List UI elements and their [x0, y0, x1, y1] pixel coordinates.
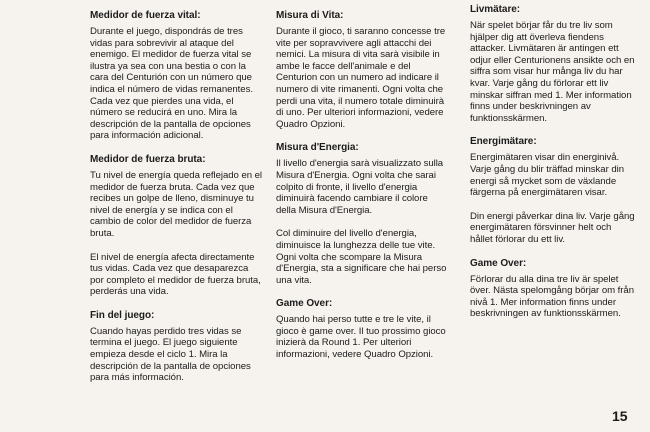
page-number: 15	[612, 408, 628, 424]
section-heading-life-meter-es: Medidor de fuerza vital:	[90, 10, 201, 21]
paragraph: Quando hai perso tutte e tre le vite, il gioco è game over. Il tuo prossimo gioco inizierà da Round 1. Per ulteriori informazioni, vedere Quadro Opzioni.	[276, 314, 446, 361]
paragraph: Cuando hayas perdido tres vidas se termina el juego. El juego siguiente empieza desde el ciclo 1. Mira la descripción de la pantalla de opciones para más información.	[90, 325, 251, 384]
paragraph: När spelet börjar får du tre liv som hjälper dig att överleva fiendens attacker. Livmätaren är antingen ett odjur eller Centurionens ansikte och en siffra som visar hur många liv du har kvar. Varje gång du förlorar ett liv minskar siffran med 1. Mer information finns under beskrivningen av funktionsskärmen.	[470, 20, 635, 124]
paragraph: El nivel de energía afecta directamente tus vidas. Cada vez que desaparezca por completo el medidor de fuerza bruta, perderás una vida.	[90, 251, 261, 298]
section-heading-life-meter-it: Misura di Vita:	[276, 10, 344, 21]
paragraph: Durante il gioco, ti saranno concesse tre vite per sopravvivere agli attacchi dei nemici. La misura di vita sarà visibile in ambe le facce dell'animale e del Centurion con un numero ad indicare il numero di vite rimanenti. Ogni volta che perdi una vita, il numero totale diminuirà di uno. Per ulteriori informazioni, vedere Quadro Opzioni.	[276, 26, 446, 130]
section-heading-energy-meter-sv: Energimätare:	[470, 136, 537, 148]
paragraph: Tu nivel de energía queda reflejado en el medidor de fuerza bruta. Cada vez que recibes un golpe de lleno, disminuye tu nivel de energía y se indica con el cambio de color del medidor de fuerza bruta.	[90, 169, 263, 239]
paragraph: Din energi påverkar dina liv. Varje gång energimätaren försvinner helt och hållet förlorar du ett liv.	[470, 210, 635, 245]
section-heading-game-over-es: Fin del juego:	[90, 309, 155, 321]
section-heading-game-over-it: Game Over:	[276, 298, 333, 310]
swedish-column	[470, 4, 635, 332]
section-heading-energy-meter-es: Medidor de fuerza bruta:	[90, 153, 206, 165]
section-heading-game-over-sv: Game Over:	[470, 257, 527, 269]
paragraph: Col diminuire del livello d'energia, diminuisce la lunghezza delle tue vite. Ogni volta che scompare la Misura d'Energia, sta a significare che hai perso una vita.	[276, 228, 447, 286]
paragraph: Energimätaren visar din energinivå. Varje gång du blir träffad minskar din energi så mycket som de växlande färgerna på energimätaren visar.	[470, 152, 624, 199]
italian-column	[276, 10, 448, 373]
paragraph: Durante el juego, dispondrás de tres vidas para sobrevivir al ataque del enemigo. El medidor de fuerza vital se ilustra ya sea con una bestia o con la cara del Centurión con un número que indica el número de vidas remanentes. Cada vez que pierdes una vida, el número se reducirá en uno. Mira la descripción de la pantalla de opciones para información adicional.	[90, 26, 253, 142]
section-heading-energy-meter-it: Misura d'Energia:	[276, 142, 359, 154]
section-heading-life-meter-sv: Livmätare:	[470, 4, 521, 15]
paragraph: Il livello d'energia sarà visualizzato sulla Misura d'Energia. Ogni volta che sarai colpito di fronte, il livello d'energia diminuirà facendo cambiare il colore della Misura d'Energia.	[276, 158, 444, 216]
spanish-column	[90, 10, 262, 396]
paragraph: Förlorar du alla dina tre liv är spelet över. Nästa spelomgång börjar om från nivå 1. Mer information finns under beskrivningen av funktionsskärmen.	[470, 273, 634, 320]
